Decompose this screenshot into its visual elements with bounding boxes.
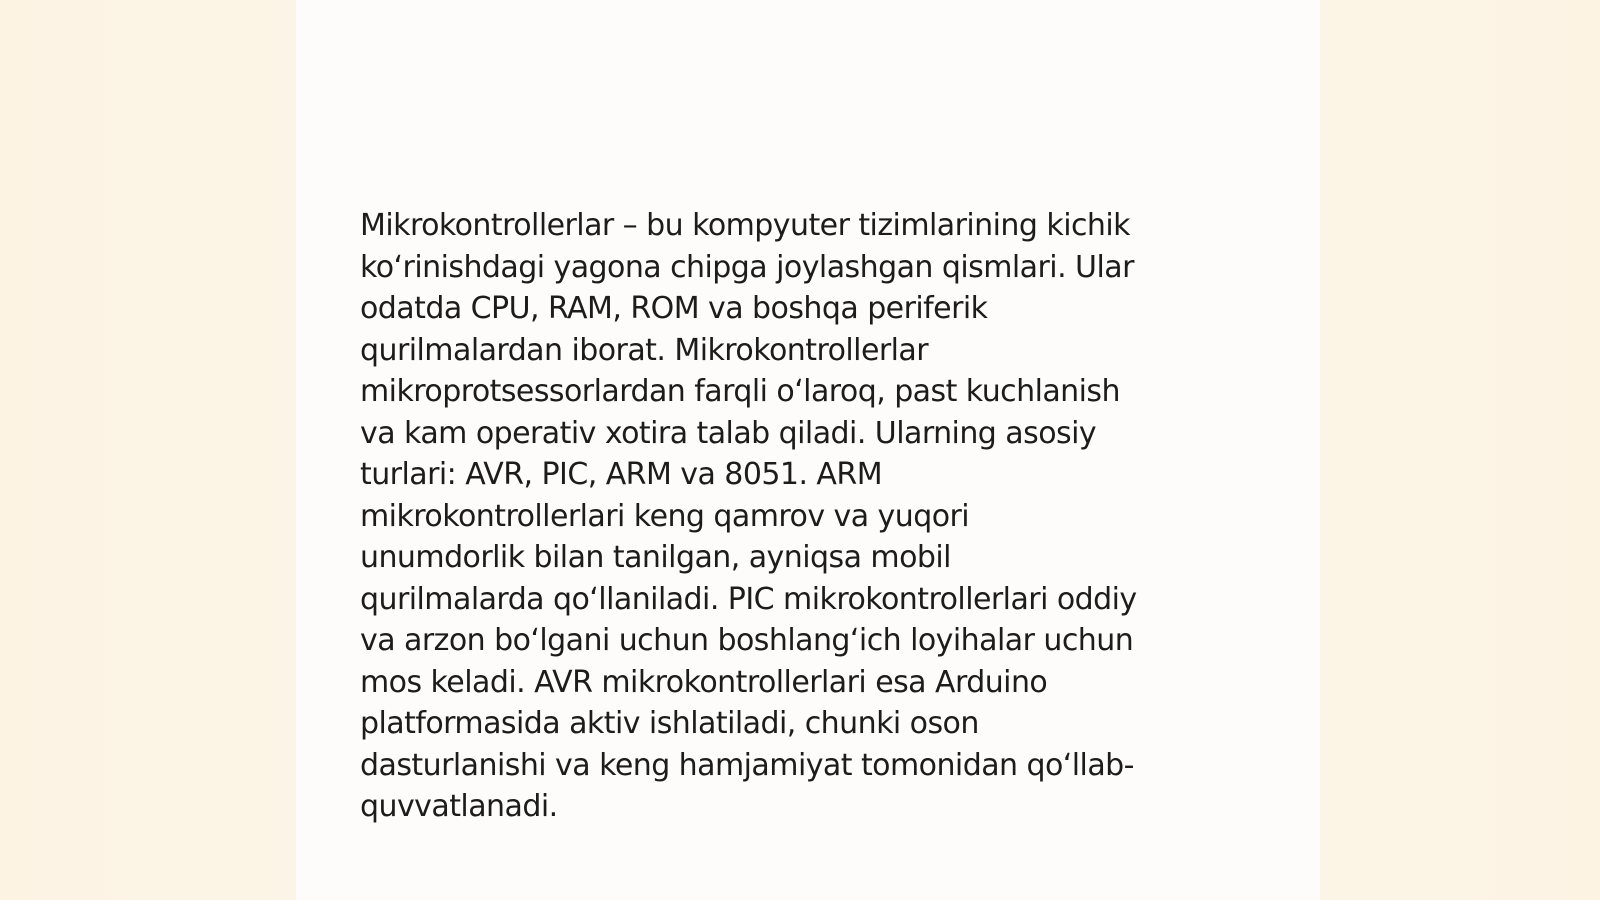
slide xyxy=(296,0,1320,900)
slide-body-text: Mikrokontrollerlar – bu kompyuter tizimlarining kichik ko‘rinishdagi yagona chipga joylashgan qismlari. Ular odatda CPU, RAM, ROM va boshqa periferik qurilmalardan iborat. Mikrokontrollerlar mikroprotsessorlardan farqli o‘laroq, past kuchlanish va kam operativ xotira talab qiladi. Ularning asosiy turlari: AVR, PIC, ARM va 8051. ARM mikrokontrollerlari keng qamrov va yuqori unumdorlik bilan tanilgan, ayniqsa mobil qurilmalarda qo‘llaniladi. PIC mikrokontrollerlari oddiy va arzon bo‘lgani uchun boshlang‘ich loyihalar uchun mos keladi. AVR mikrokontrollerlari esa Arduino platformasida aktiv ishlatiladi, chunki oson dasturlanishi va keng hamjamiyat tomonidan qo‘llab- quvvatlanadi. xyxy=(360,208,1137,824)
